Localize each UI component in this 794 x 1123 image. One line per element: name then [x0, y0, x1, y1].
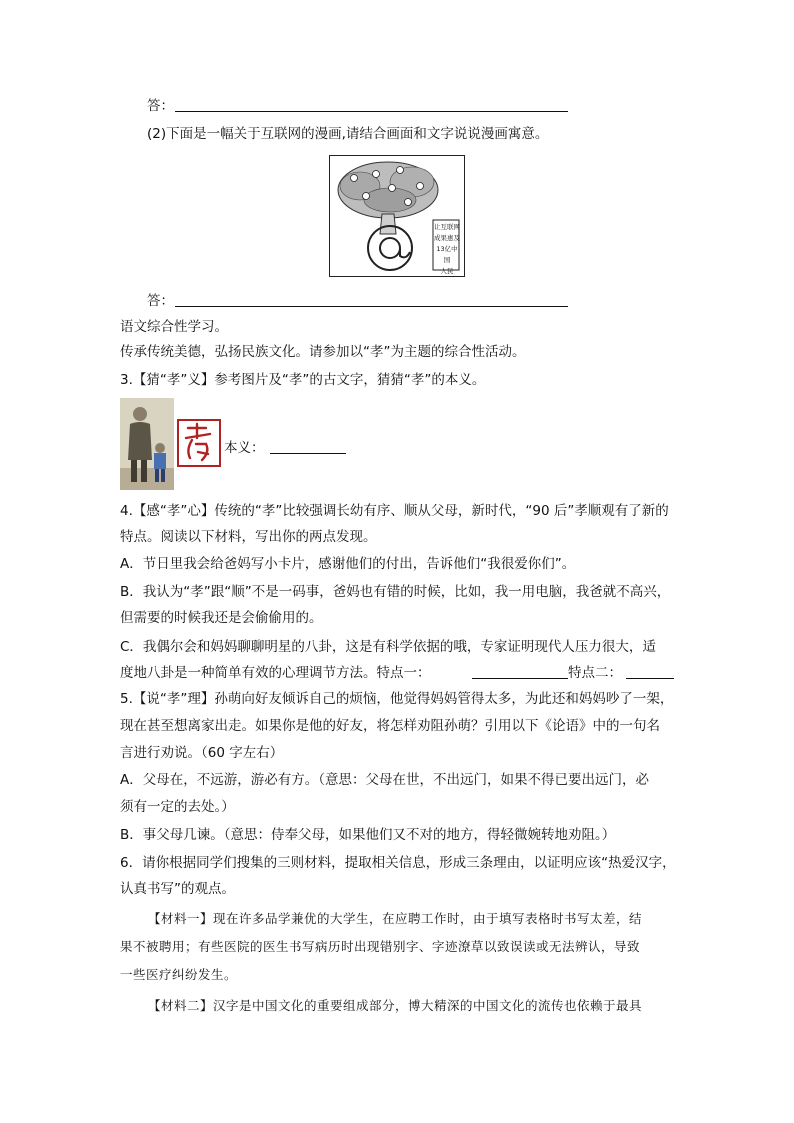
answer-label-2: 答：: [147, 293, 174, 309]
question-5-option-a-2: 须有一定的去处。）: [120, 799, 235, 815]
grandfather-child-photo: [120, 398, 174, 490]
question-4-option-c-1: C．我偶尔会和妈妈聊聊明星的八卦，这是有科学依据的哦，专家证明现代人压力很大，适: [120, 639, 656, 655]
question-5-line-2: 现在甚至想离家出走。如果你是他的好友，将怎样劝阻孙萌？引用以下《论语》中的一句名: [120, 718, 660, 734]
question-6-line-1: 6．请你根据同学们搜集的三则材料，提取相关信息，形成三条理由，以证明应该“热爱汉字，: [120, 855, 676, 871]
question-3-answer-line[interactable]: [270, 453, 346, 454]
material-1-line-3: 一些医疗纠纷发生。: [120, 967, 238, 982]
question-3-answer-label: 本义：: [224, 440, 265, 456]
material-1-line-2: 果不被聘用；有些医院的医生书写病历时出现错别字、字迹潦草以致误读或无法辨认，导致: [120, 939, 641, 954]
photo-illustration: [120, 398, 174, 490]
section-title: 语文综合性学习。: [120, 319, 228, 335]
cartoon-sign-line-4: 人民: [440, 267, 454, 275]
question-4-line-2: 特点。阅读以下材料，写出你的两点发现。: [120, 529, 377, 545]
question-5-option-a-1: A．父母在，不远游，游必有方。（意思：父母在世，不出远门，如果不得已要出远门，必: [120, 772, 649, 788]
cartoon-sign-line-1: 让互联网: [434, 223, 460, 231]
point-2-label: 特点二：: [568, 665, 622, 681]
answer-label-1: 答：: [147, 98, 174, 114]
question-3-title: 3.【猜“孝”义】参考图片及“孝”的古文字，猜猜“孝”的本义。: [120, 372, 486, 388]
question-4-line-1: 4.【感“孝”心】传统的“孝”比较强调长幼有序、顺从父母，新时代，“90 后”孝顺观有了新的: [120, 503, 669, 519]
cartoon-sign-line-2: 成果惠及: [434, 234, 460, 242]
question-5-line-1: 5.【说“孝”理】孙萌向好友倾诉自己的烦恼，他觉得妈妈管得太多，为此还和妈妈吵了一架，: [120, 691, 674, 707]
question-4-option-a: A．节日里我会给爸妈写小卡片，感谢他们的付出，告诉他们“我很爱你们”。: [120, 556, 576, 572]
question-2-prompt: (2)下面是一幅关于互联网的漫画,请结合画面和文字说说漫画寓意。: [147, 126, 549, 142]
question-4-option-c-2: 度地八卦是一种简单有效的心理调节方法。特点一：: [120, 665, 431, 681]
activity-intro: 传承传统美德，弘扬民族文化。请参加以“孝”为主题的综合性活动。: [120, 344, 526, 360]
seal-icon: [176, 418, 222, 468]
question-4-option-b-2: 但需要的时候我还是会偷偷用的。: [120, 610, 323, 626]
question-4-option-b-1: B．我认为“孝”跟“顺”不是一码事，爸妈也有错的时候，比如，我一用电脑，我爸就不高兴，: [120, 584, 671, 600]
internet-cartoon: [329, 155, 465, 277]
question-5-line-3: 言进行劝说。（60 字左右）: [120, 745, 284, 761]
question-6-line-2: 认真书写”的观点。: [120, 881, 235, 897]
point-1-answer-line[interactable]: [472, 678, 568, 679]
material-1-line-1: 【材料一】现在许多品学兼优的大学生，在应聘工作时，由于填写表格时书写太差，结: [148, 911, 643, 926]
answer-line-2[interactable]: [175, 306, 568, 307]
ancient-xiao-character-seal: [176, 418, 222, 468]
material-2-line-1: 【材料二】汉字是中国文化的重要组成部分，博大精深的中国文化的流传也依赖于最具: [148, 998, 643, 1013]
cartoon-sign-line-3: 13亿中国: [436, 245, 458, 264]
point-2-answer-line[interactable]: [626, 678, 674, 679]
answer-line-1[interactable]: [175, 111, 568, 112]
question-5-option-b: B．事父母几谏。（意思：侍奉父母，如果他们又不对的地方，得轻微婉转地劝阻。）: [120, 827, 616, 843]
